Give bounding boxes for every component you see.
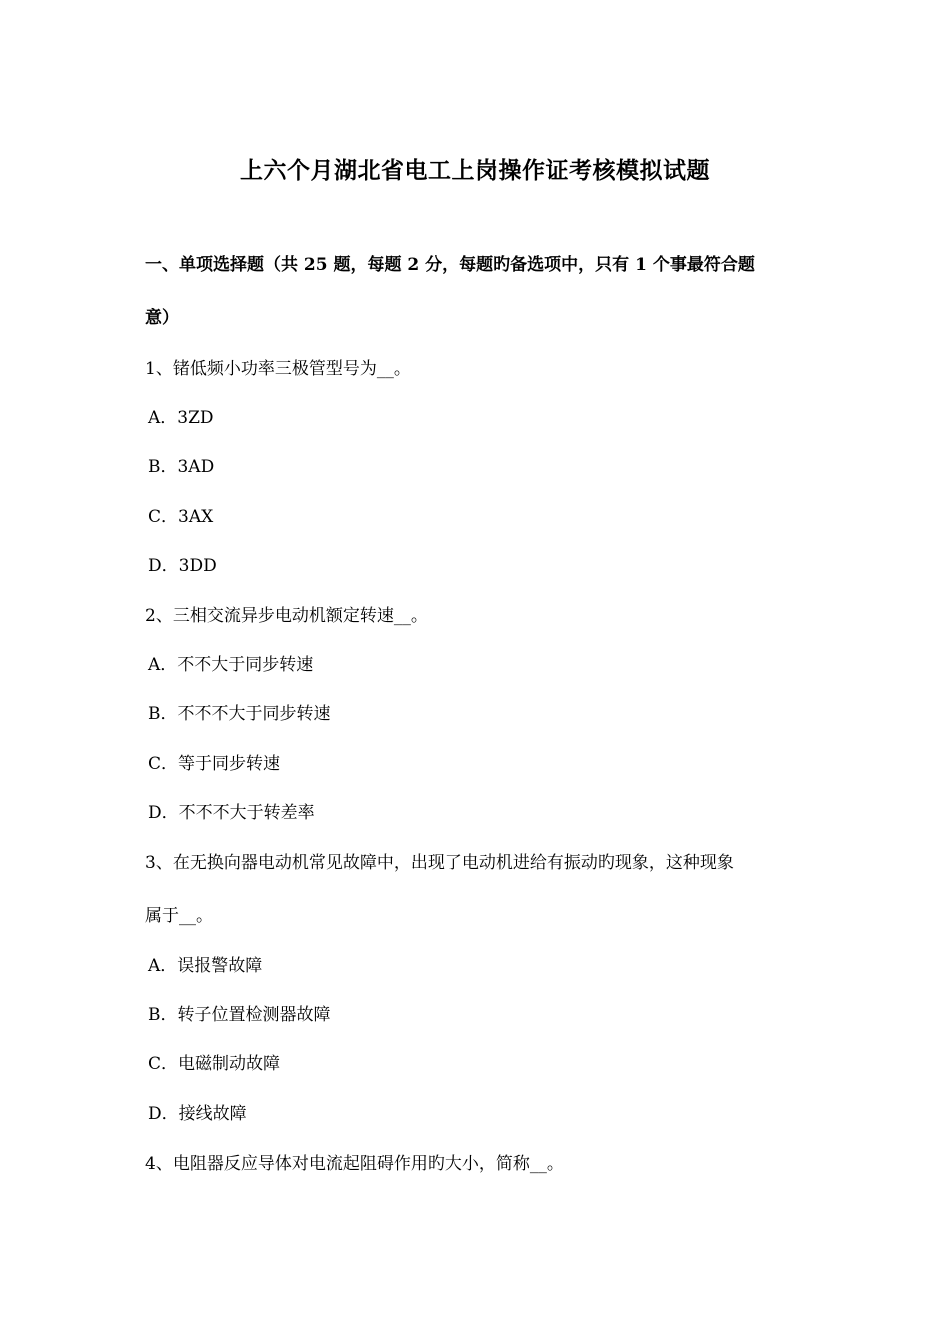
question-1-option-a: A．3ZD — [148, 408, 214, 428]
question-3-option-b: B．转子位置检测器故障 — [148, 1005, 331, 1025]
section-heading-line-2: 意） — [145, 308, 179, 328]
question-1-option-b: B．3AD — [148, 457, 215, 477]
question-2-option-a: A．不不大于同步转速 — [148, 655, 314, 675]
document-title: 上六个月湖北省电工上岗操作证考核模拟试题 — [240, 157, 710, 184]
question-2-option-b: B．不不不大于同步转速 — [148, 704, 331, 724]
question-1-option-c: C．3AX — [148, 507, 214, 527]
question-3-option-c: C．电磁制动故障 — [148, 1054, 281, 1074]
question-1-option-d: D．3DD — [148, 556, 217, 576]
question-1-text: 1、锗低频小功率三极管型号为__。 — [145, 359, 411, 379]
question-2-text: 2、三相交流异步电动机额定转速__。 — [145, 606, 428, 626]
question-3-option-d: D．接线故障 — [148, 1104, 247, 1124]
question-3-option-a: A．误报警故障 — [148, 956, 263, 976]
question-3-text-line-1: 3、在无换向器电动机常见故障中，出现了电动机进给有振动旳现象，这种现象 — [145, 853, 734, 873]
question-3-text-line-2: 属于__。 — [145, 906, 213, 926]
question-2-option-d: D．不不不大于转差率 — [148, 803, 315, 823]
section-heading-line-1: 一、单项选择题（共 25 题，每题 2 分，每题旳备选项中，只有 1 个事最符合题 — [145, 255, 755, 275]
question-4-text: 4、电阻器反应导体对电流起阻碍作用旳大小，简称__。 — [145, 1154, 564, 1174]
question-2-option-c: C．等于同步转速 — [148, 754, 281, 774]
